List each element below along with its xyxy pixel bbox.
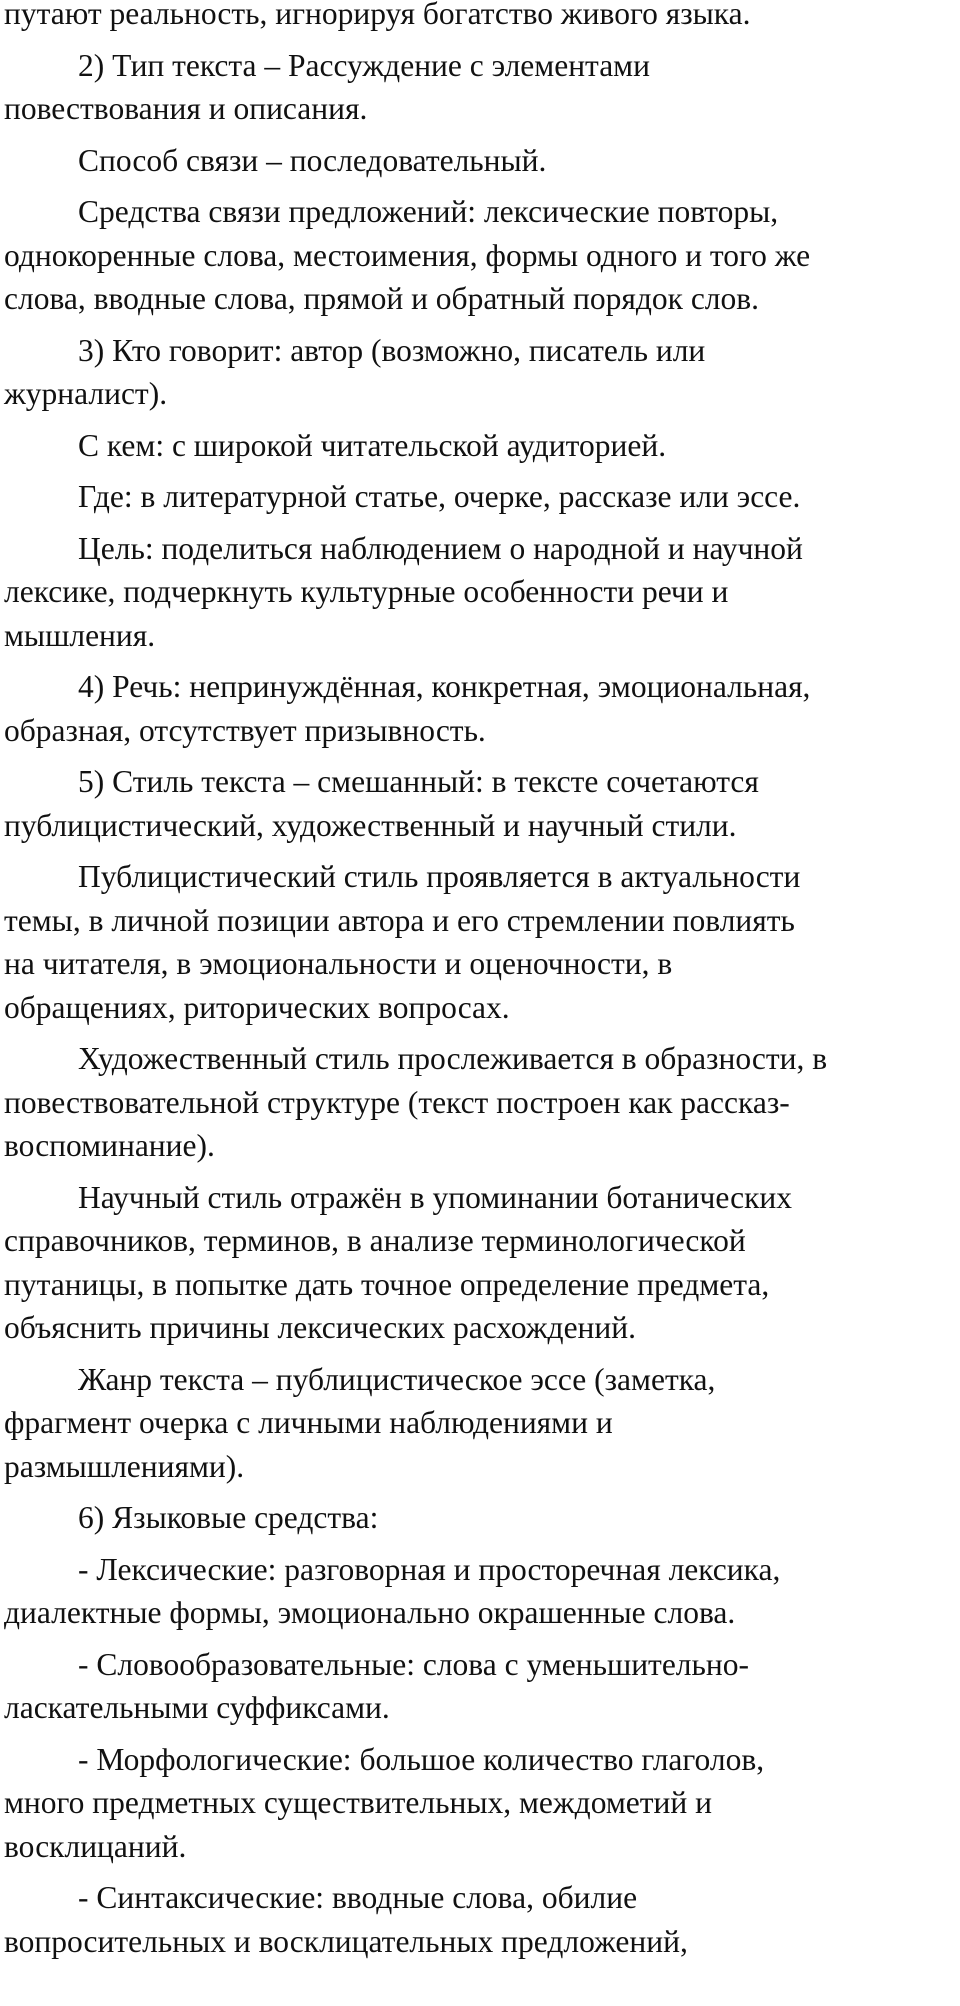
text-line: однокоренные слова, местоимения, формы одного и того же [4,237,811,273]
text-line: Цель: поделиться наблюдением о народной и научной [78,530,803,566]
paragraph-gap [4,1730,960,1738]
text-line: Способ связи – последовательный. [78,142,547,178]
paragraph-gap [4,519,960,527]
text-line: темы, в личной позиции автора и его стремлении повлиять [4,902,795,938]
text-line: путают реальность, игнорируя богатство живого языка. [4,0,751,31]
paragraph-gap [4,1868,960,1876]
paragraph-gap [4,1635,960,1643]
text-line: вопросительных и восклицательных предложений, [4,1923,688,1959]
text-line: восклицаний. [4,1828,187,1864]
text-line: 6) Языковые средства: [78,1500,379,1535]
text-line: Публицистический стиль проявляется в актуальности [78,859,801,894]
paragraph-gap [4,36,960,44]
paragraph-gap [4,416,960,424]
paragraph-gap [4,1350,960,1358]
text-line: слова, вводные слова, прямой и обратный порядок слов. [4,281,760,316]
text-line: Художественный стиль прослеживается в образности, в [78,1041,828,1076]
paragraph-gap [4,467,960,475]
text-line: Научный стиль отражён в упоминании ботанических [78,1179,793,1215]
paragraph-gap [4,847,960,855]
text-line: на читателя, в эмоциональности и оценочности, в [4,946,673,981]
text-line: справочников, терминов, в анализе терминологической [4,1223,746,1258]
text-line: повествования и описания. [4,91,368,126]
text-line: лексике, подчеркнуть культурные особенности речи и [4,574,729,609]
text-line: диалектные формы, эмоционально окрашенные слова. [4,1595,736,1630]
text-line: - Синтаксические: вводные слова, обилие [78,1880,638,1915]
text-line: воспоминание). [4,1128,215,1163]
text-line: 5) Стиль текста – смешанный: в тексте сочетаются [78,764,759,799]
paragraph-gap [4,1029,960,1037]
paragraph-gap [4,1488,960,1496]
text-line: образная, отсутствует призывность. [4,712,486,748]
text-line: Средства связи предложений: лексические повторы, [78,194,779,229]
text-line: - Морфологические: большое количество глаголов, [78,1741,765,1777]
text-line: публицистический, художественный и научный стили. [4,807,737,843]
text-line: 4) Речь: непринуждённая, конкретная, эмоциональная, [78,669,811,704]
paragraph-gap [4,321,960,329]
paragraph-gap [4,657,960,665]
paragraph-gap [4,131,960,139]
text-line: много предметных существительных, междометий и [4,1785,712,1820]
text-line: 2) Тип текста – Рассуждение с элементами [78,47,650,83]
paragraph-gap [4,1168,960,1176]
text-line: мышления. [4,617,156,653]
paragraph-gap [4,752,960,760]
text-line: размышлениями). [4,1448,245,1484]
paragraph-gap [4,1540,960,1548]
text-line: - Словообразовательные: слова с уменьшительно- [78,1646,749,1682]
text-line: 3) Кто говорит: автор (возможно, писатель или [78,332,706,368]
text-line: ласкательными суффиксами. [4,1690,390,1725]
text-line: - Лексические: разговорная и просторечная лексика, [78,1551,781,1587]
text-line: Жанр текста – публицистическое эссе (заметка, [78,1361,716,1397]
text-line: повествовательной структуре (текст построен как рассказ- [4,1084,790,1120]
text-line: С кем: с широкой читательской аудиторией. [78,427,667,463]
text-line: журналист). [4,376,168,411]
text-line: обращениях, риторических вопросах. [4,989,510,1025]
text-line: Где: в литературной статье, очерке, рассказе или эссе. [78,479,801,514]
text-line: фрагмент очерка с личными наблюдениями и [4,1405,613,1440]
paragraph-gap [4,182,960,190]
text-line: путаницы, в попытке дать точное определение предмета, [4,1266,770,1302]
text-line: объяснить причины лексических расхождений. [4,1310,636,1345]
